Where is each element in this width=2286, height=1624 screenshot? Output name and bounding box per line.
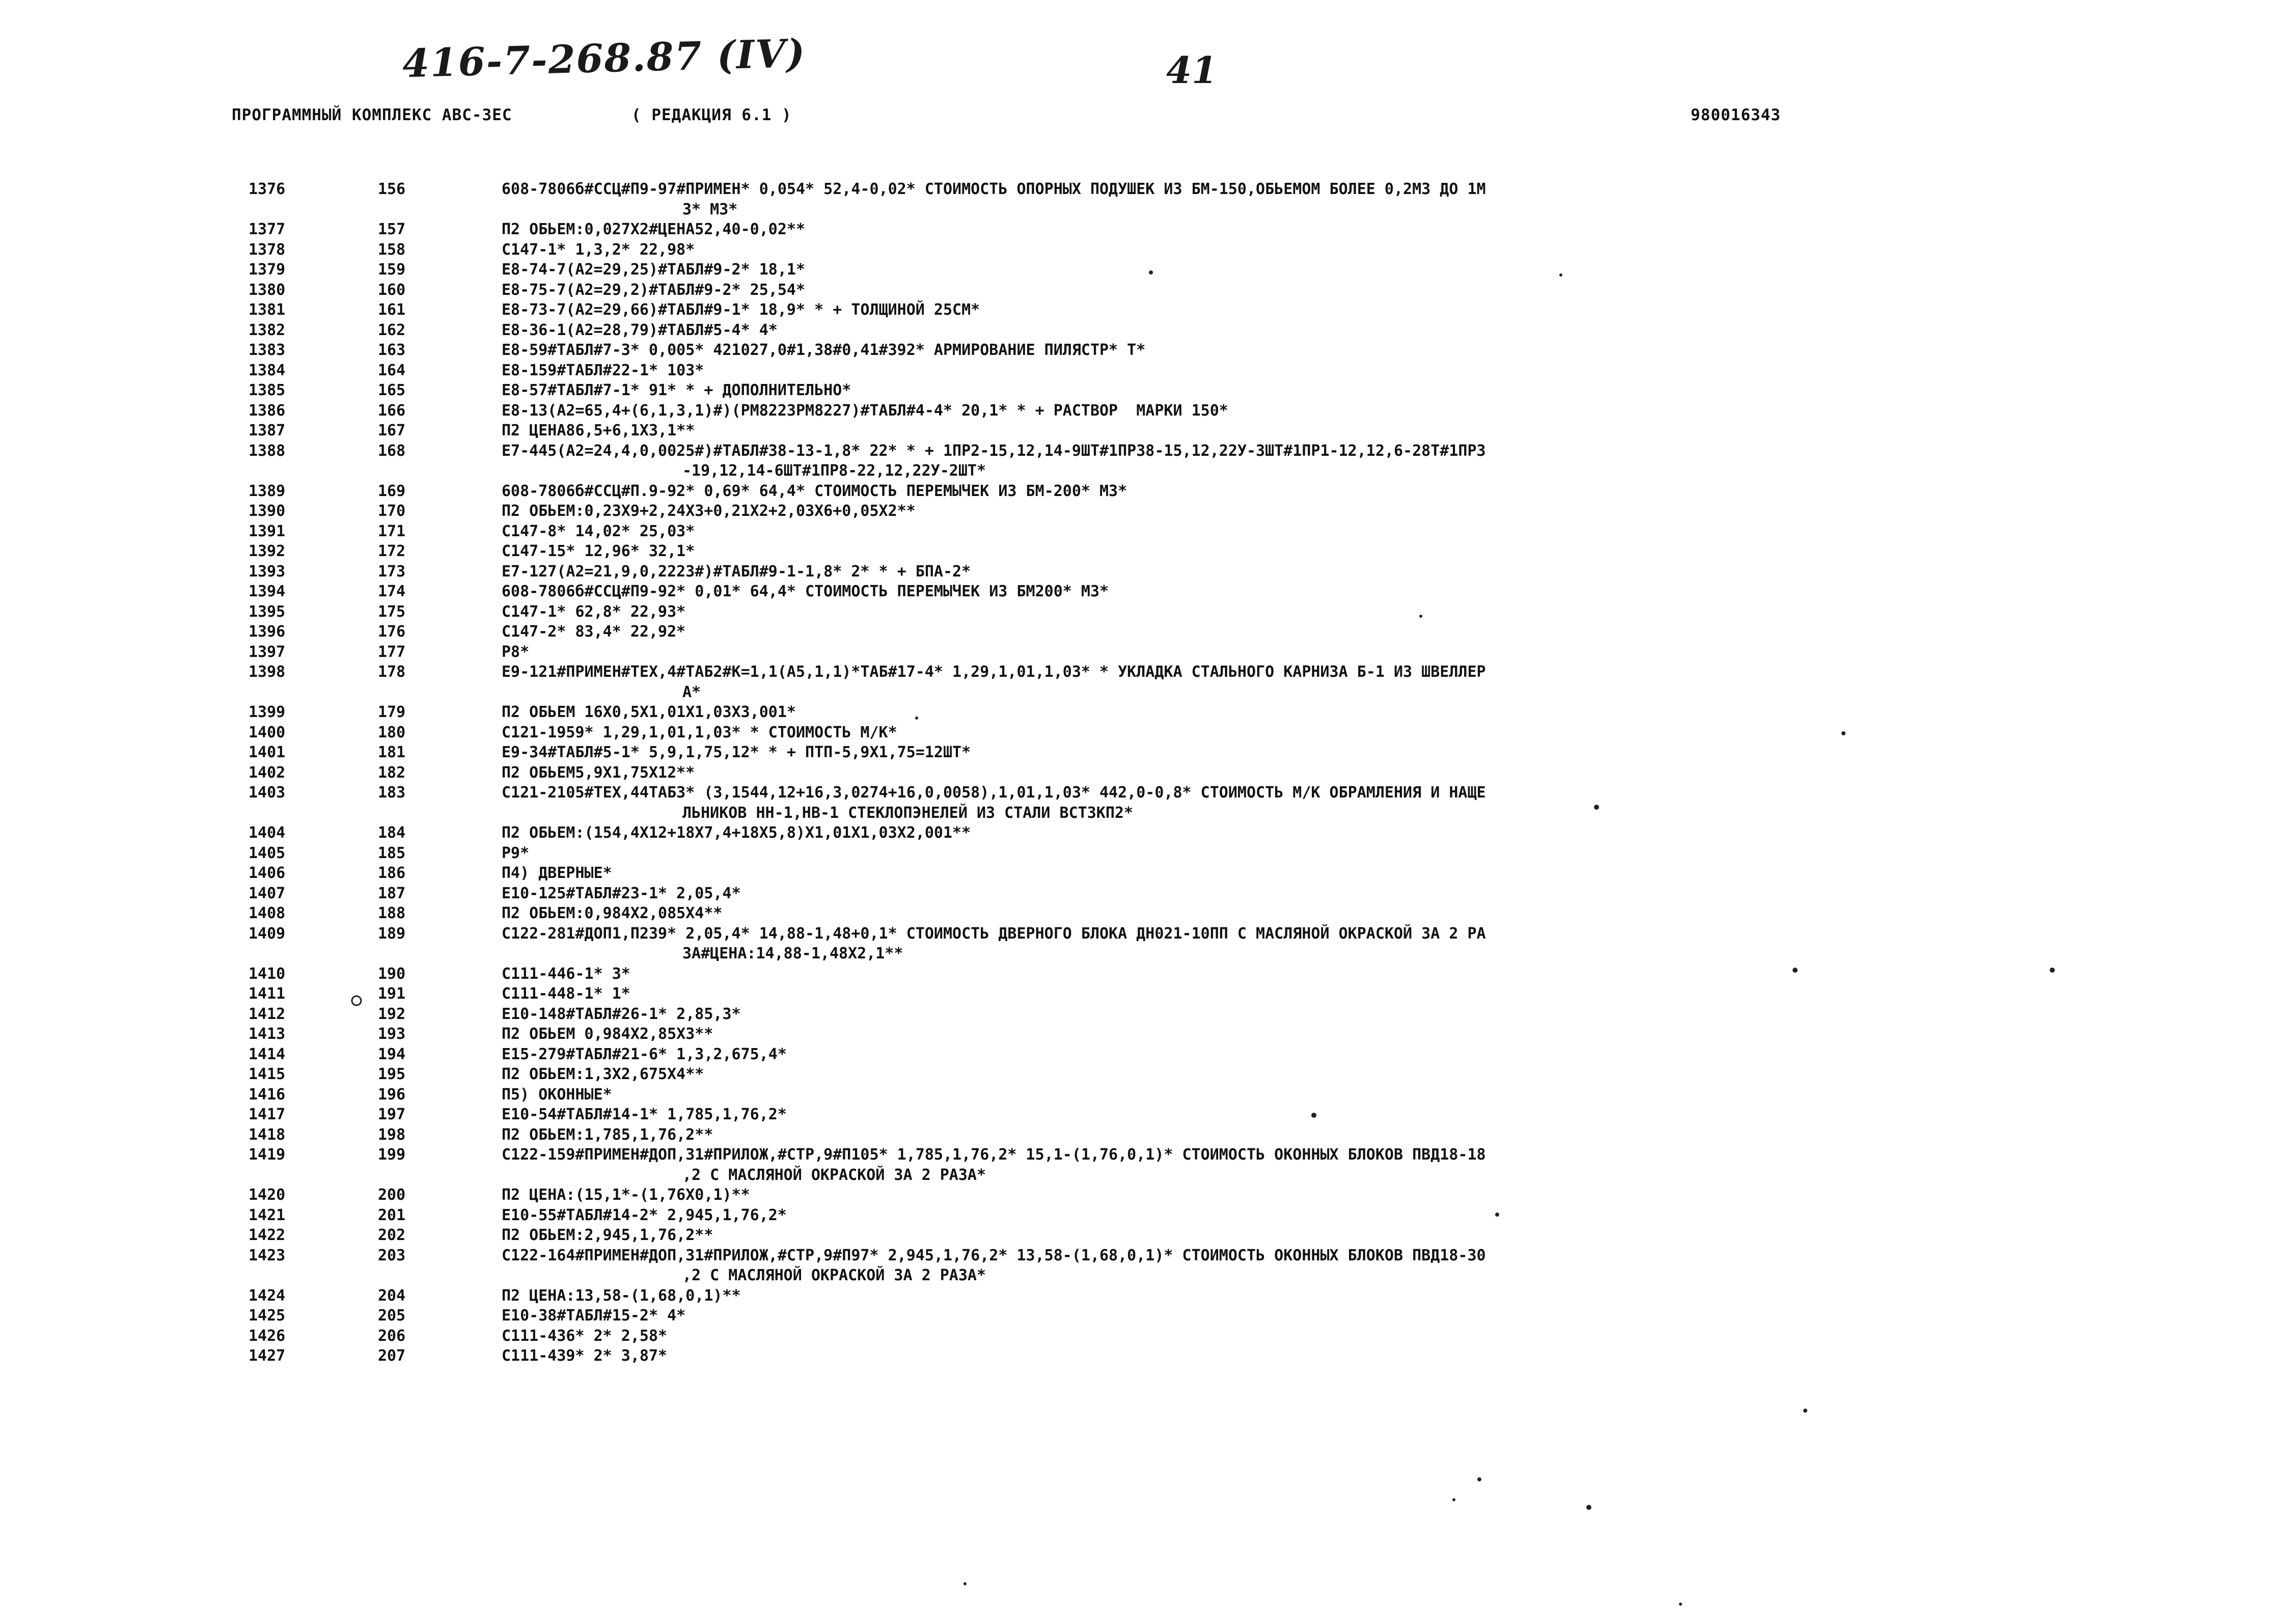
statement-text: Е7-127(А2=21,9,0,2223#)#ТАБЛ#9-1-1,8* 2* * + БПА-2*: [502, 562, 971, 581]
listing-row: [0, 582, 2286, 602]
sequence-number: 162: [378, 321, 406, 339]
listing-row: [0, 481, 2286, 502]
sequence-number: 171: [378, 522, 406, 540]
statement-text: П2 ОБЬЕМ 16Х0,5Х1,01Х1,03Х3,001*: [502, 703, 796, 721]
listing-row: [0, 702, 2286, 723]
sequence-number: 180: [378, 723, 406, 741]
sequence-number: 164: [378, 361, 406, 379]
listing-row: [0, 863, 2286, 884]
statement-text: П2 ОБЬЕМ:2,945,1,76,2**: [502, 1226, 713, 1244]
statement-text: С147-2* 83,4* 22,92*: [502, 623, 686, 641]
sequence-number: 163: [378, 341, 406, 359]
listing-row: [0, 1044, 2286, 1065]
line-number: 1404: [249, 824, 286, 842]
line-number: 1396: [249, 623, 286, 641]
statement-text: Е10-55#ТАБЛ#14-2* 2,945,1,76,2*: [502, 1206, 787, 1224]
listing-row: [0, 340, 2286, 361]
sequence-number: 183: [378, 784, 406, 802]
listing-row: [0, 219, 2286, 240]
listing-row: [0, 179, 2286, 219]
statement-continuation: ,2 С МАСЛЯНОЙ ОКРАСКОЙ ЗА 2 РАЗА*: [682, 1166, 986, 1184]
statement-continuation: ЛЬНИКОВ НН-1,НВ-1 СТЕКЛОПЭНЕЛЕЙ ИЗ СТАЛИ ВСТ3КП2*: [682, 804, 1134, 822]
line-number: 1417: [249, 1106, 286, 1123]
statement-text: Е9-34#ТАБЛ#5-1* 5,9,1,75,12* * + ПТП-5,9Х1,75=12ШТ*: [502, 744, 971, 761]
sequence-number: 169: [378, 482, 406, 500]
listing-row: [0, 441, 2286, 481]
line-number: 1376: [249, 180, 286, 198]
sequence-number: 166: [378, 401, 406, 420]
statement-text: Е10-125#ТАБЛ#23-1* 2,05,4*: [502, 884, 741, 902]
listing-row: [0, 763, 2286, 783]
sequence-number: 200: [378, 1186, 406, 1204]
line-number: 1414: [249, 1045, 286, 1063]
listing-row: [0, 401, 2286, 421]
line-number: 1379: [249, 261, 286, 279]
line-number: 1411: [249, 985, 286, 1003]
line-number: 1422: [249, 1226, 286, 1244]
statement-text: П2 ОБЬЕМ:1,785,1,76,2**: [502, 1125, 713, 1144]
line-number: 1419: [249, 1146, 286, 1164]
listing-row: [0, 884, 2286, 904]
sequence-number: 197: [378, 1106, 406, 1123]
listing-row: [0, 260, 2286, 280]
sequence-number: 187: [378, 884, 406, 902]
sequence-number: 189: [378, 924, 406, 943]
speck: [963, 1582, 967, 1585]
line-number: 1386: [249, 401, 286, 420]
sequence-number: 207: [378, 1347, 406, 1365]
listing-row: [0, 320, 2286, 341]
statement-text: Е8-13(А2=65,4+(6,1,3,1)#)(РМ8223РМ8227)#ТАБЛ#4-4* 20,1* * + РАСТВОР МАРКИ 150*: [502, 401, 1228, 420]
edition-label: ( РЕДАКЦИЯ 6.1 ): [631, 106, 792, 124]
sequence-number: 167: [378, 422, 406, 439]
line-number: 1405: [249, 844, 286, 862]
statement-text: 608-7806б#ССЦ#П.9-92* 0,69* 64,4* СТОИМОСТЬ ПЕРЕМЫЧЕК ИЗ БМ-200* М3*: [502, 482, 1127, 500]
statement-text: С111-439* 2* 3,87*: [502, 1347, 668, 1365]
line-number: 1425: [249, 1307, 286, 1325]
statement-text: С147-8* 14,02* 25,03*: [502, 522, 695, 540]
listing-row: [0, 964, 2286, 984]
speck: [1586, 1505, 1591, 1510]
listing-row: [0, 783, 2286, 823]
line-number: 1427: [249, 1347, 286, 1365]
listing-row: [0, 380, 2286, 401]
line-number: 1408: [249, 904, 286, 922]
listing-row: [0, 361, 2286, 381]
statement-text: С147-1* 1,3,2* 22,98*: [502, 240, 695, 259]
listing-row: [0, 1306, 2286, 1326]
statement-continuation: А*: [682, 683, 701, 701]
statement-text: Е8-36-1(А2=28,79)#ТАБЛ#5-4* 4*: [502, 321, 778, 339]
listing-row: [0, 1024, 2286, 1044]
sequence-number: 198: [378, 1125, 406, 1144]
handwritten-project-code: 416-7-268.87 (IV): [401, 30, 807, 87]
statement-text: С147-15* 12,96* 32,1*: [502, 542, 695, 560]
line-number: 1390: [249, 502, 286, 520]
listing-row: [0, 1105, 2286, 1125]
listing-row: [0, 501, 2286, 521]
document-number: 980016343: [1691, 106, 1781, 124]
statement-text: 608-7806б#ССЦ#П9-97#ПРИМЕН* 0,054* 52,4-0,02* СТОИМОСТЬ ОПОРНЫХ ПОДУШЕК ИЗ БМ-150,ОБЬЕМОМ БОЛЕЕ 0,2М3 ДО 1М: [502, 180, 1486, 198]
statement-continuation: -19,12,14-6ШТ#1ПР8-22,12,22У-2ШТ*: [682, 462, 986, 480]
line-number: 1387: [249, 422, 286, 439]
line-number: 1402: [249, 763, 286, 782]
line-number: 1382: [249, 321, 286, 339]
sequence-number: 204: [378, 1286, 406, 1305]
statement-text: П2 ЦЕНА:(15,1*-(1,76Х0,1)**: [502, 1186, 750, 1204]
sequence-number: 175: [378, 602, 406, 621]
statement-text: Е8-59#ТАБЛ#7-3* 0,005* 421027,0#1,38#0,41#392* АРМИРОВАНИЕ ПИЛЯСТР* Т*: [502, 341, 1146, 359]
statement-text: Е9-121#ПРИМЕН#ТЕХ,4#ТАБ2#К=1,1(А5,1,1)*ТАБ#17-4* 1,29,1,01,1,03* * УКЛАДКА СТАЛЬНОГО КАРНИЗА Б-1 ИЗ ШВЕЛЛЕР: [502, 663, 1486, 681]
line-number: 1381: [249, 301, 286, 319]
listing-row: [0, 984, 2286, 1004]
statement-text: П2 ОБЬЕМ:0,027Х2#ЦЕНА52,40-0,02**: [502, 221, 806, 238]
line-number: 1406: [249, 864, 286, 882]
statement-text: Е8-57#ТАБЛ#7-1* 91* * + ДОПОЛНИТЕЛЬНО*: [502, 381, 851, 399]
sequence-number: 184: [378, 824, 406, 842]
statement-text: С122-159#ПРИМЕН#ДОП,31#ПРИЛОЖ,#СТР,9#П105* 1,785,1,76,2* 15,1-(1,76,0,1)* СТОИМОСТЬ ОКОННЫХ БЛОКОВ ПВД18-18: [502, 1146, 1486, 1164]
statement-text: Е8-159#ТАБЛ#22-1* 103*: [502, 361, 704, 379]
sequence-number: 203: [378, 1246, 406, 1264]
line-number: 1413: [249, 1025, 286, 1043]
listing-row: [0, 823, 2286, 843]
line-number: 1401: [249, 744, 286, 761]
sequence-number: 194: [378, 1045, 406, 1063]
listing-row: [0, 1286, 2286, 1306]
sequence-number: 177: [378, 643, 406, 661]
statement-text: Е10-148#ТАБЛ#26-1* 2,85,3*: [502, 1005, 741, 1023]
line-number: 1385: [249, 381, 286, 399]
line-number: 1397: [249, 643, 286, 661]
listing-row: [0, 742, 2286, 763]
line-number: 1421: [249, 1206, 286, 1224]
listing-row: [0, 562, 2286, 582]
statement-text: П2 ЦЕНА:13,58-(1,68,0,1)**: [502, 1286, 741, 1305]
statement-text: П2 ЦЕНА86,5+6,1Х3,1**: [502, 422, 695, 439]
sequence-number: 156: [378, 180, 406, 198]
sequence-number: 199: [378, 1146, 406, 1164]
sequence-number: 201: [378, 1206, 406, 1224]
sequence-number: 190: [378, 965, 406, 983]
sequence-number: 195: [378, 1065, 406, 1083]
line-number: 1380: [249, 281, 286, 299]
statement-text: С121-2105#ТЕХ,44ТАБ3* (3,1544,12+16,3,0274+16,0,0058),1,01,1,03* 442,0-0,8* СТОИМОСТЬ М/К ОБРАМЛЕНИЯ И НАЩЕ: [502, 784, 1486, 802]
line-number: 1395: [249, 602, 286, 621]
listing-row: [0, 541, 2286, 562]
listing-row: [0, 280, 2286, 300]
line-number: 1426: [249, 1327, 286, 1345]
listing-row: [0, 1326, 2286, 1346]
speck: [1803, 1409, 1807, 1413]
statement-text: П2 ОБЬЕМ:0,23Х9+2,24Х3+0,21Х2+2,03Х6+0,05Х2**: [502, 502, 916, 520]
sequence-number: 168: [378, 442, 406, 460]
statement-text: Р8*: [502, 643, 530, 661]
statement-text: С147-1* 62,8* 22,93*: [502, 602, 686, 621]
line-number: 1407: [249, 884, 286, 902]
sequence-number: 170: [378, 502, 406, 520]
sequence-number: 161: [378, 301, 406, 319]
listing-row: [0, 924, 2286, 964]
line-number: 1378: [249, 240, 286, 259]
listing-row: [0, 421, 2286, 441]
sequence-number: 157: [378, 221, 406, 238]
sequence-number: 186: [378, 864, 406, 882]
listing-row: [0, 300, 2286, 320]
listing-row: [0, 642, 2286, 663]
line-number: 1383: [249, 341, 286, 359]
sequence-number: 192: [378, 1005, 406, 1023]
listing-row: [0, 1185, 2286, 1205]
statement-text: П5) ОКОННЫЕ*: [502, 1085, 612, 1104]
sequence-number: 193: [378, 1025, 406, 1043]
line-number: 1412: [249, 1005, 286, 1023]
sequence-number: 181: [378, 744, 406, 761]
statement-text: П2 ОБЬЕМ:(154,4Х12+18Х7,4+18Х5,8)Х1,01Х1,03Х2,001**: [502, 824, 971, 842]
sequence-number: 173: [378, 562, 406, 581]
line-number: 1418: [249, 1125, 286, 1144]
statement-text: С111-436* 2* 2,58*: [502, 1327, 668, 1345]
listing-row: [0, 1205, 2286, 1226]
sequence-number: 172: [378, 542, 406, 560]
sequence-number: 191: [378, 985, 406, 1003]
statement-continuation: ,2 С МАСЛЯНОЙ ОКРАСКОЙ ЗА 2 РАЗА*: [682, 1267, 986, 1284]
listing-row: [0, 602, 2286, 622]
line-number: 1410: [249, 965, 286, 983]
statement-text: П2 ОБЬЕМ5,9Х1,75Х12**: [502, 763, 695, 782]
line-number: 1423: [249, 1246, 286, 1264]
sequence-number: 188: [378, 904, 406, 922]
line-number: 1409: [249, 924, 286, 943]
sequence-number: 202: [378, 1226, 406, 1244]
sequence-number: 178: [378, 663, 406, 681]
listing-row: [0, 843, 2286, 864]
statement-continuation: 3* М3*: [682, 200, 738, 218]
line-number: 1391: [249, 522, 286, 540]
line-number: 1377: [249, 221, 286, 238]
statement-text: С111-446-1* 3*: [502, 965, 630, 983]
listing-row: [0, 723, 2286, 743]
sequence-number: 165: [378, 381, 406, 399]
printout-header: [232, 106, 2126, 131]
speck: [1477, 1477, 1481, 1481]
sequence-number: 179: [378, 703, 406, 721]
line-number: 1403: [249, 784, 286, 802]
listing-row: [0, 1346, 2286, 1366]
statement-continuation: ЗА#ЦЕНА:14,88-1,48Х2,1**: [682, 945, 903, 962]
line-number: 1400: [249, 723, 286, 741]
statement-text: Е7-445(А2=24,4,0,0025#)#ТАБЛ#38-13-1,8* 22* * + 1ПР2-15,12,14-9ШТ#1ПР38-15,12,22У-3ШТ#1ПР1-12,12,6-28Т#1ПР3: [502, 442, 1486, 460]
listing-row: [0, 622, 2286, 642]
sequence-number: 159: [378, 261, 406, 279]
statement-text: П2 ОБЬЕМ:0,984Х2,085Х4**: [502, 904, 723, 922]
statement-text: П2 ОБЬЕМ:1,3Х2,675Х4**: [502, 1065, 704, 1083]
statement-text: П2 ОБЬЕМ 0,984Х2,85Х3**: [502, 1025, 713, 1043]
sequence-number: 160: [378, 281, 406, 299]
listing-row: [0, 1125, 2286, 1145]
statement-text: Е10-38#ТАБЛ#15-2* 4*: [502, 1307, 686, 1325]
listing-table: [0, 179, 2286, 1366]
line-number: 1420: [249, 1186, 286, 1204]
line-number: 1416: [249, 1085, 286, 1104]
sequence-number: 158: [378, 240, 406, 259]
sequence-number: 176: [378, 623, 406, 641]
line-number: 1392: [249, 542, 286, 560]
sequence-number: 174: [378, 583, 406, 600]
line-number: 1393: [249, 562, 286, 581]
sequence-number: 206: [378, 1327, 406, 1345]
statement-text: С122-164#ПРИМЕН#ДОП,31#ПРИЛОЖ,#СТР,9#П97* 2,945,1,76,2* 13,58-(1,68,0,1)* СТОИМОСТЬ ОКОННЫХ БЛОКОВ ПВД18-30: [502, 1246, 1486, 1264]
line-number: 1415: [249, 1065, 286, 1083]
listing-row: [0, 1225, 2286, 1246]
handwritten-page-number: 41: [1166, 48, 1218, 92]
statement-text: Е10-54#ТАБЛ#14-1* 1,785,1,76,2*: [502, 1106, 787, 1123]
line-number: 1388: [249, 442, 286, 460]
program-name: ПРОГРАММНЫЙ КОМПЛЕКС АВС-3ЕС: [232, 106, 512, 124]
statement-text: Р9*: [502, 844, 530, 862]
listing-row: [0, 1145, 2286, 1185]
line-number: 1398: [249, 663, 286, 681]
statement-text: С122-281#ДОП1,П239* 2,05,4* 14,88-1,48+0,1* СТОИМОСТЬ ДВЕРНОГО БЛОКА ДН021-10ПП С МАСЛЯНОЙ ОКРАСКОЙ ЗА 2 РА: [502, 924, 1486, 943]
line-number: 1389: [249, 482, 286, 500]
listing-row: [0, 903, 2286, 924]
sequence-number: 182: [378, 763, 406, 782]
line-number: 1399: [249, 703, 286, 721]
line-number: 1384: [249, 361, 286, 379]
statement-text: Е8-74-7(А2=29,25)#ТАБЛ#9-2* 18,1*: [502, 261, 806, 279]
listing-row: [0, 1085, 2286, 1105]
statement-text: Е8-75-7(А2=29,2)#ТАБЛ#9-2* 25,54*: [502, 281, 806, 299]
sequence-number: 185: [378, 844, 406, 862]
speck: [1679, 1603, 1682, 1606]
line-number: 1424: [249, 1286, 286, 1305]
listing-row: [0, 521, 2286, 542]
statement-text: Е8-73-7(А2=29,66)#ТАБЛ#9-1* 18,9* * + ТОЛЩИНОЙ 25СМ*: [502, 301, 980, 319]
speck: [1452, 1498, 1455, 1501]
sequence-number: 205: [378, 1307, 406, 1325]
statement-text: С121-1959* 1,29,1,01,1,03* * СТОИМОСТЬ М/К*: [502, 723, 897, 741]
listing-row: [0, 1004, 2286, 1025]
listing-row: [0, 1064, 2286, 1085]
listing-row: [0, 240, 2286, 260]
line-number: 1394: [249, 583, 286, 600]
listing-row: [0, 662, 2286, 702]
statement-text: С111-448-1* 1*: [502, 985, 630, 1003]
listing-row: [0, 1246, 2286, 1286]
sequence-number: 196: [378, 1085, 406, 1104]
statement-text: 608-7806б#ССЦ#П9-92* 0,01* 64,4* СТОИМОСТЬ ПЕРЕМЫЧЕК ИЗ БМ200* М3*: [502, 583, 1109, 600]
statement-text: П4) ДВЕРНЫЕ*: [502, 864, 612, 882]
statement-text: Е15-279#ТАБЛ#21-6* 1,3,2,675,4*: [502, 1045, 787, 1063]
